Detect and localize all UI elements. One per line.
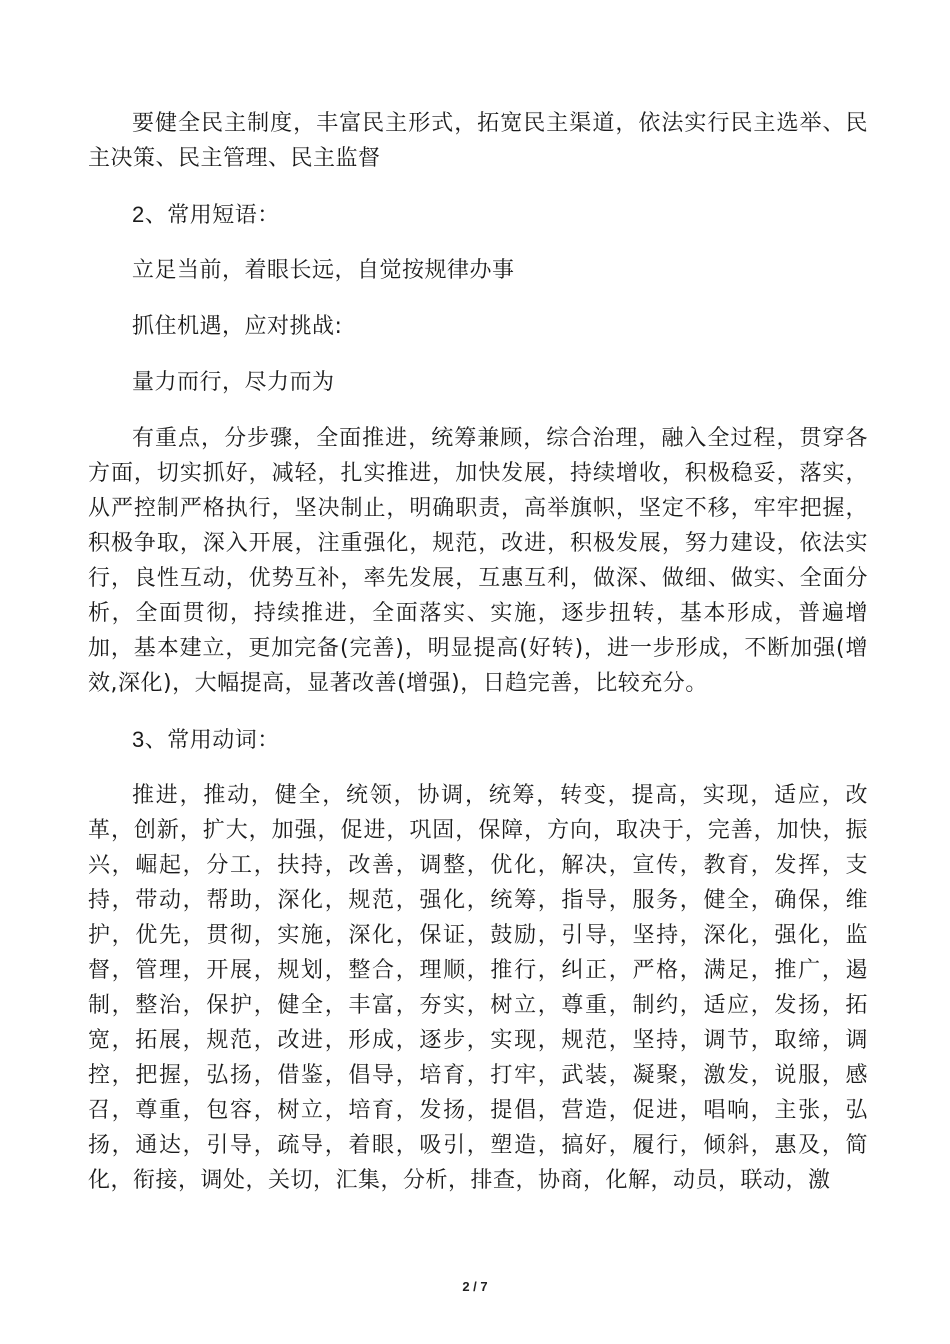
heading-common-verbs: 3、常用动词： <box>132 727 280 752</box>
paragraph-democracy: 要健全民主制度，丰富民主形式，拓宽民主渠道，依法实行民主选举、民主决策、民主管理、民主监督 <box>88 111 868 171</box>
page-number: 2 / 7 <box>462 1279 488 1294</box>
phrase-line-2: 抓住机遇，应对挑战: <box>132 314 343 339</box>
phrase-line-3: 量力而行，尽力而为 <box>132 370 335 395</box>
paragraph-phrases-list: 有重点，分步骤，全面推进，统筹兼顾，综合治理，融入全过程，贯穿各方面，切实抓好，减轻，扎实推进，加快发展，持续增收，积极稳妥，落实，从严控制严格执行，坚决制止，明确职责，高举旗帜，坚定不移，牢牢把握，积极争取，深入开展，注重强化，规范，改进，积极发展，努力建设，依法实行，良性互动，优势互补，率先发展，互惠互利，做深、做细、做实、全面分析，全面贯彻，持续推进，全面落实、实施，逐步扭转，基本形成，普遍增加，基本建立，更加完备(完善)，明显提高(好转)，进一步形成，不断加强(增效,深化)，大幅提高，显著改善(增强)，日趋完善，比较充分。 <box>88 426 868 696</box>
paragraph-verbs-list: 推进，推动，健全，统领，协调，统筹，转变，提高，实现，适应，改革，创新，扩大，加强，促进，巩固，保障，方向，取决于，完善，加快，振兴，崛起，分工，扶持，改善，调整，优化，解决，宣传，教育，发挥，支持，带动，帮助，深化，规范，强化，统筹，指导，服务，健全，确保，维护，优先，贯彻，实施，深化，保证，鼓励，引导，坚持，深化，强化，监督，管理，开展，规划，整合，理顺，推行，纠正，严格，满足，推广，遏制，整治，保护，健全，丰富，夯实，树立，尊重，制约，适应，发扬，拓宽，拓展，规范，改进，形成，逐步，实现，规范，坚持，调节，取缔，调控，把握，弘扬，借鉴，倡导，培育，打牢，武装，凝聚，激发，说服，感召，尊重，包容，树立，培育，发扬，提倡，营造，促进，唱响，主张，弘扬，通达，引导，疏导，着眼，吸引，塑造，搞好，履行，倾斜，惠及，简化，衔接，调处，关切，汇集，分析，排查，协商，化解，动员，联动，激 <box>88 783 868 1193</box>
document-page <box>88 106 868 1198</box>
heading-common-phrases: 2、常用短语： <box>132 202 280 227</box>
phrase-line-1: 立足当前，着眼长远，自觉按规律办事 <box>132 258 515 283</box>
